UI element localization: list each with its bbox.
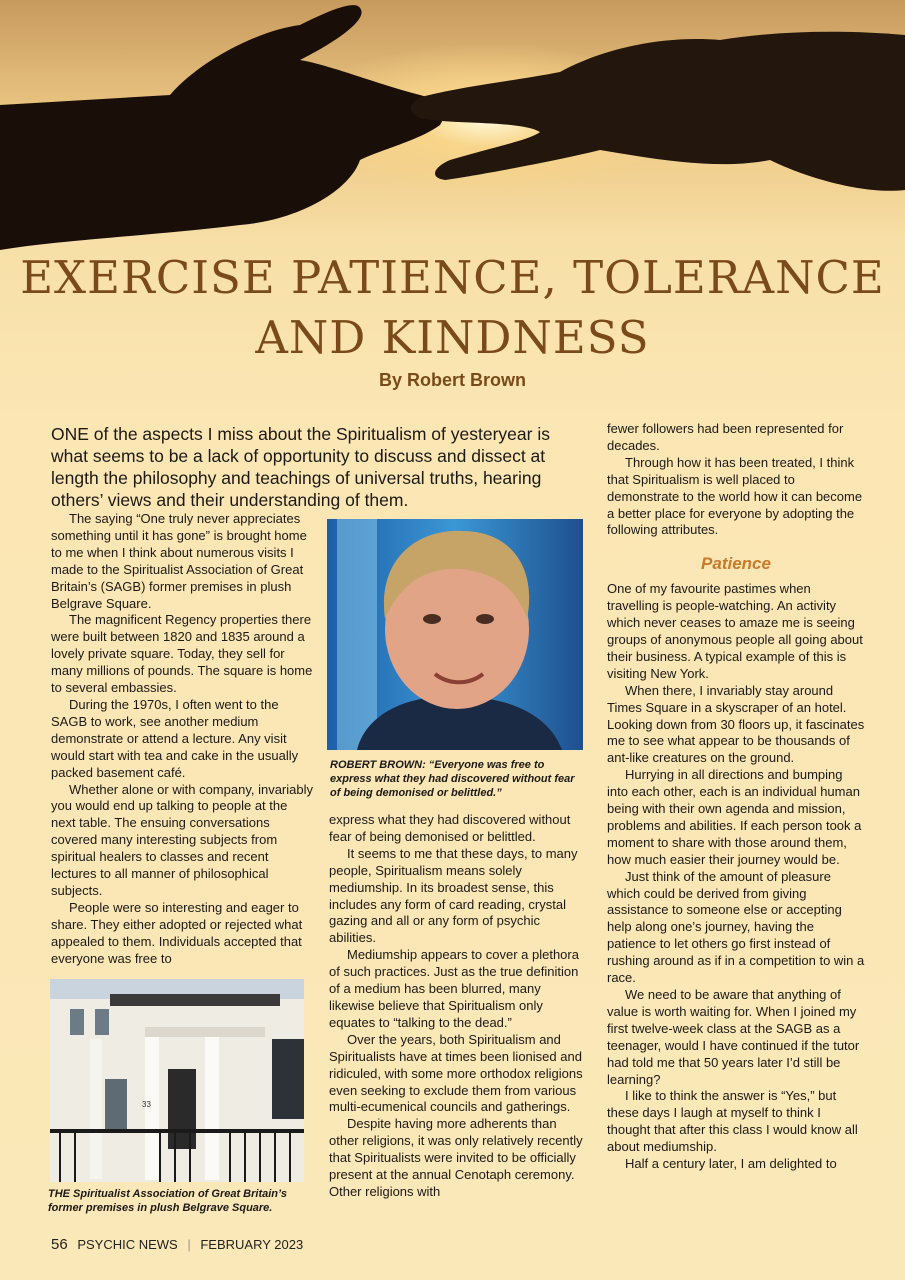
- paragraph: The magnificent Regency properties there were built between 1820 and 1835 around a lovely private square. Today, they sell for many millions of pounds. The square is home to several embassies.: [51, 612, 313, 696]
- paragraph: During the 1970s, I often went to the SAGB to work, see another medium demonstrate or attend a lecture. Any visit would start with tea and cake in the usually packed basement café.: [51, 696, 299, 780]
- section-subhead: Patience: [701, 554, 771, 574]
- building-caption: THE Spiritualist Association of Great Britain’s former premises in plush Belgrave Square.: [48, 1188, 287, 1214]
- building-photo-belgrave-square: [50, 979, 304, 1182]
- portrait-caption: ROBERT BROWN: “Everyone was free to express what they had discovered without fear of being demonised or belittled.”: [330, 759, 575, 799]
- paragraph: express what they had discovered without fear of being demonised or belittled.: [329, 812, 571, 844]
- footer-separator: |: [187, 1237, 191, 1252]
- paragraph: We need to be aware that anything of value is worth waiting for. When I joined my first twelve-week class at the SAGB as a teenager, would I have continued if the tutor had told me that 50 years later I’d still be learning?: [607, 987, 860, 1087]
- publication-name: PSYCHIC NEWS: [77, 1237, 178, 1252]
- paragraph: Over the years, both Spiritualism and Spiritualists have at times been lionised and ridiculed, with some more orthodox religions even seeking to exclude them from various multi-ecumenical councils and gatherings.: [329, 1031, 583, 1115]
- column-1: [51, 511, 313, 967]
- hero-image-reaching-hands: [0, 0, 905, 250]
- paragraph: Despite having more adherents than other religions, it was only relatively recently that Spiritualists were invited to be officially present at the annual Cenotaph ceremony. Other religions with: [329, 1116, 583, 1199]
- byline: By Robert Brown: [378, 370, 526, 390]
- paragraph: Mediumship appears to cover a plethora of such practices. Just as the true definition of a medium has been blurred, many likewise believe that Spiritualism only equates to “talking to the dead.”: [329, 947, 579, 1030]
- paragraph: Half a century later, I am delighted to: [625, 1156, 837, 1172]
- title-line-1: EXERCISE PATIENCE, TOLERANCE: [20, 251, 885, 304]
- article-title: [0, 248, 905, 368]
- portrait-photo-robert-brown: [327, 519, 583, 750]
- column-2: [329, 812, 585, 1201]
- paragraph: Hurrying in all directions and bumping into each other, each is an individual human being with their own agenda and mission, problems and abilities. If each person took a moment to share with those around them, how much easier their journey would be.: [607, 767, 862, 867]
- intro-paragraph: ONE of the aspects I miss about the Spiritualism of yesteryear is what seems to be a lack of opportunity to discuss and dissect at length the philosophy and teachings of universal truths, hearing others’ views and their understanding of them.: [51, 424, 550, 510]
- page-footer: [51, 1236, 303, 1253]
- paragraph: The saying “One truly never appreciates something until it has gone” is brought home to me when I think about numerous visits I made to the Spiritualist Association of Great Britain’s (SAGB) former premises in plush Belgrave Square.: [51, 511, 307, 611]
- paragraph: It seems to me that these days, to many people, Spiritualism means solely mediumship. In its broadest sense, this includes any form of card reading, crystal gazing and all or any form of psychic abilities.: [329, 845, 578, 946]
- issue-date: FEBRUARY 2023: [200, 1237, 304, 1252]
- title-line-2: AND KINDNESS: [255, 311, 650, 364]
- column-3: [607, 421, 865, 1173]
- page-number: 56: [51, 1236, 68, 1253]
- paragraph: Just think of the amount of pleasure which could be derived from giving assistance to someone else or accepting help along one’s journey, having the patience to let others go first instead of rushing around as if in a competition to win a race.: [607, 868, 865, 986]
- paragraph: I like to think the answer is “Yes,” but these days I laugh at myself to think I thought that after this class I would know all about mediumship.: [607, 1088, 858, 1155]
- paragraph: Through how it has been treated, I think that Spiritualism is well placed to demonstrate to the world how it can become a better place for everyone by adopting the following attributes.: [607, 454, 863, 538]
- paragraph: fewer followers had been represented for decades.: [607, 421, 844, 453]
- paragraph: People were so interesting and eager to share. They either adopted or rejected what appealed to them. Individuals accepted that everyone was free to: [51, 899, 303, 966]
- paragraph: Whether alone or with company, invariably you would end up talking to people at the next table. The ensuing conversations covered many interesting subjects from spiritual healers to classes and recent lectures to all manner of philosophical subjects.: [51, 781, 313, 898]
- paragraph: One of my favourite pastimes when travelling is people-watching. An activity which never ceases to amaze me is seeing groups of anonymous people all going about their business. A typical example of this is visiting New York.: [607, 581, 863, 681]
- paragraph: When there, I invariably stay around Times Square in a skyscraper of an hotel. Looking down from 30 floors up, it fascinates me to see what appear to be thousands of ant-like creatures on the ground.: [607, 682, 865, 766]
- house-number: 33: [142, 1100, 151, 1109]
